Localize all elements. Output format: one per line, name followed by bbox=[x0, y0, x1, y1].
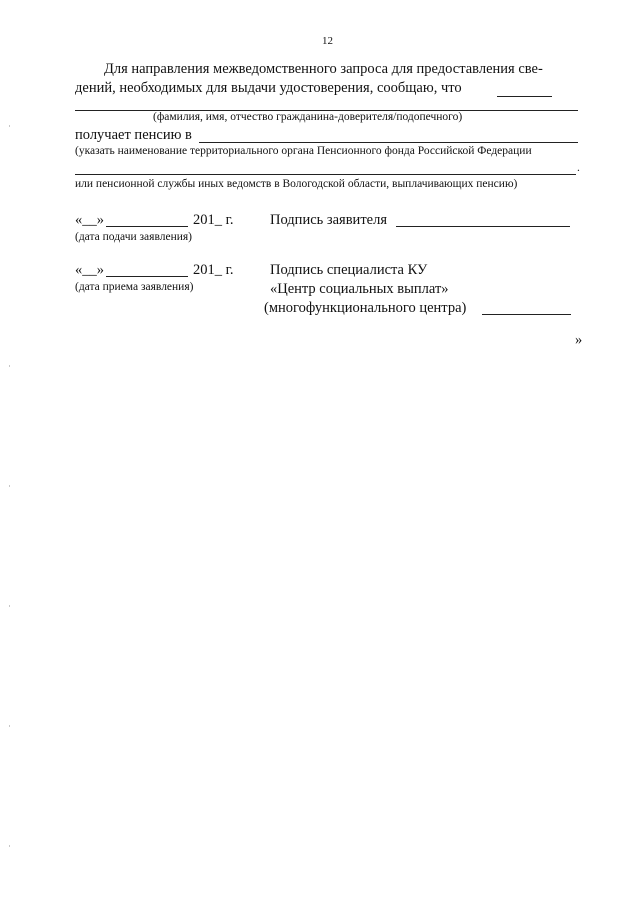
fio-caption: (фамилия, имя, отчество гражданина-доверителя/подопечного) bbox=[153, 111, 463, 123]
specialist-signature-blank bbox=[482, 314, 571, 315]
reception-date-open: «__» bbox=[75, 262, 104, 278]
margin-mark bbox=[9, 845, 10, 847]
submission-date-caption: (дата подачи заявления) bbox=[75, 231, 192, 243]
pension-caption-2: или пенсионной службы иных ведомств в Вологодской области, выплачивающих пенсию) bbox=[75, 178, 518, 190]
paragraph-line-1: Для направления межведомственного запроса для предоставления све- bbox=[104, 61, 543, 77]
closing-quote: » bbox=[575, 332, 583, 348]
pension-label: получает пенсию в bbox=[75, 127, 192, 143]
applicant-signature-blank bbox=[396, 226, 570, 227]
pension-blank-line bbox=[199, 142, 578, 143]
submission-year: 201_ г. bbox=[193, 212, 234, 228]
paragraph-line-2: дений, необходимых для выдачи удостоверения, сообщаю, что bbox=[75, 80, 462, 96]
pension-end-dot: . bbox=[577, 162, 580, 174]
margin-mark bbox=[9, 485, 10, 487]
submission-date-open: «__» bbox=[75, 212, 104, 228]
subject-blank-short bbox=[497, 96, 552, 97]
specialist-signature-line-2: «Центр социальных выплат» bbox=[270, 281, 449, 297]
specialist-signature-line-3: (многофункционального центра) bbox=[264, 300, 467, 316]
pension-caption-1: (указать наименование территориального органа Пенсионного фонда Российской Федерации bbox=[75, 145, 532, 157]
specialist-signature-line-1: Подпись специалиста КУ bbox=[270, 262, 428, 278]
margin-mark bbox=[9, 125, 10, 127]
applicant-signature-label: Подпись заявителя bbox=[270, 212, 387, 228]
submission-month-blank bbox=[106, 226, 188, 227]
margin-mark bbox=[9, 605, 10, 607]
margin-mark bbox=[9, 725, 10, 727]
reception-year: 201_ г. bbox=[193, 262, 234, 278]
page-number: 12 bbox=[322, 35, 333, 47]
pension-blank-line-2 bbox=[75, 174, 576, 175]
margin-mark bbox=[9, 365, 10, 367]
reception-month-blank bbox=[106, 276, 188, 277]
reception-date-caption: (дата приема заявления) bbox=[75, 281, 194, 293]
